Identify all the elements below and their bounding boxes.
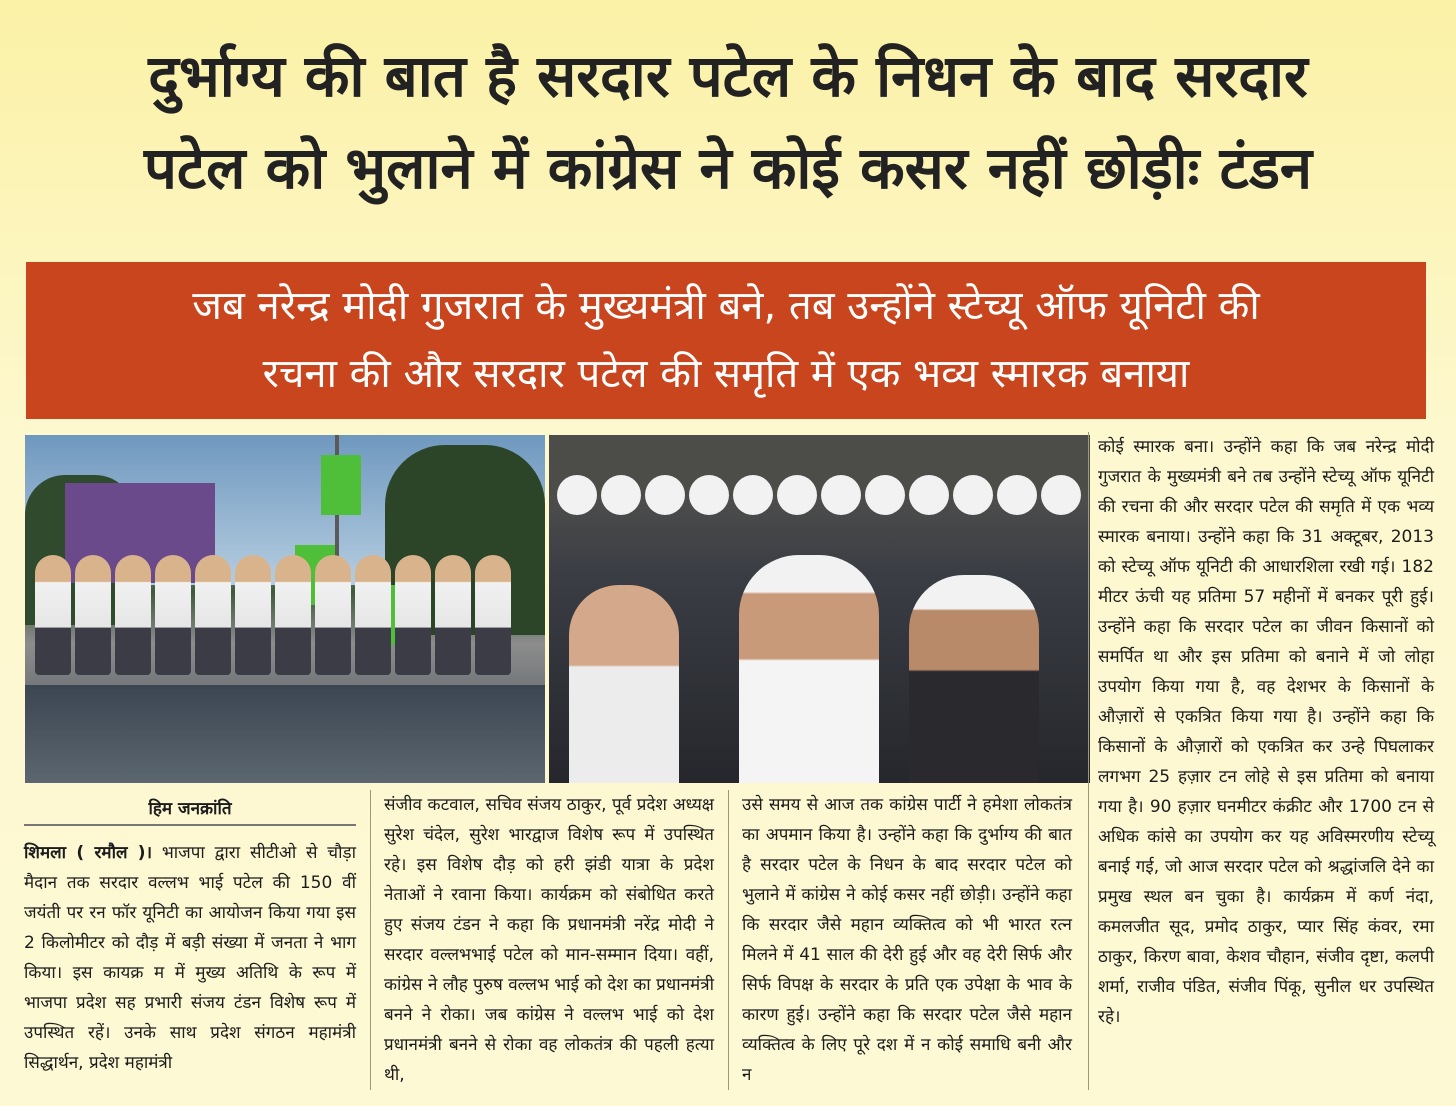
headline [20, 30, 1436, 214]
byline: हिम जनक्रांति [148, 799, 232, 819]
person-seated-3 [909, 575, 1039, 783]
crowd-row [35, 555, 511, 675]
headline-line-2: पटेल को भुलाने में कांग्रेस ने कोई कसर नहीं छोड़ीः टंडन [143, 134, 1313, 202]
subheadline-banner [26, 262, 1426, 419]
person-seated-2 [739, 555, 879, 783]
subheadline-line-1: जब नरेन्द्र मोदी गुजरात के मुख्यमंत्री बने, तब उन्होंने स्टेच्यू ऑफ यूनिटी की [192, 283, 1260, 329]
column-divider [1088, 432, 1089, 1090]
article-column-1 [24, 838, 356, 1078]
article-text-4: कोई स्मारक बना। उन्होंने कहा कि जब नरेन्द्र मोदी गुजरात के मुख्यमंत्री बने तब उन्होंने स्टेच्यू ऑफ यूनिटी की रचना की और सरदार पटेल की समृति में एक भव्य स्मारक बनाया। उन्होंने कहा कि 31 अक्टूबर, 2013 को स्टेच्यू ऑफ यूनिटी की आधारशिला रखी गई। 182 मीटर ऊंची यह प्रतिमा 57 महीनों में बनकर पूरी हुई। उन्होंने कहा कि सरदार पटेल का जीवन किसानों को समर्पित था और इस प्रतिमा को बनाने में जो लोहा उपयोग किया गया है, वह देशभर के किसानों के औज़ारों से एकत्रित किया गया है। उन्होंने कहा कि किसानों के औज़ारों को एकत्रित कर उन्हे पिघलाकर लगभग 25 हज़ार टन लोहे से इस प्रतिमा को बनाया गया है। 90 हज़ार घनमीटर कंक्रीट और 1700 टन से अधिक कांसे का उपयोग कर यह अविस्मरणीय स्टेच्यू बनाई गई, जो आज सरदार पटेल को श्रद्धांजलि देने का प्रमुख स्थल बन चुका है। कार्यक्रम में कर्ण नंदा, कमलजीत सूद, प्रमोद ठाकुर, प्यार सिंह कंवर, रमा ठाकुर, किरण बावा, केशव चौहान, संजीव दृष्टा, कलपी शर्मा, राजीव पंडित, संजीव पिंकू, सुनील धर उपस्थित रहे। [1098, 437, 1434, 1027]
crowd-back-row [557, 475, 1081, 515]
rally-photo-seated [549, 435, 1090, 783]
headline-line-1: दुर्भाग्य की बात है सरदार पटेल के निधन के बाद सरदार [148, 42, 1308, 110]
flag [321, 455, 361, 515]
subheadline-line-2: रचना की और सरदार पटेल की समृति में एक भव्य स्मारक बनाया [262, 351, 1190, 397]
rally-photo-flags [25, 435, 545, 783]
article-column-4 [1098, 432, 1434, 1032]
person-seated-1 [569, 585, 679, 783]
article-text-3: उसे समय से आज तक कांग्रेस पार्टी ने हमेशा लोकतंत्र का अपमान किया है। उन्होंने कहा कि दुर्भाग्य की बात है सरदार पटेल के निधन के बाद सरदार पटेल को भुलाने में कांग्रेस ने कोई कसर नहीं छोड़ी। उन्होंने कहा कि सरदार जैसे महान व्यक्तित्व को भी भारत रत्न मिलने में 41 साल की देरी हुई और वह देरी सिर्फ और सिर्फ विपक्ष के सरदार के प्रति एक उपेक्षा के भाव के कारण हुई। उन्होंने कहा कि सरदार पटेल जैसे महान व्यक्तित्व के लिए पूरे दश में न कोई समाधि बनी और न [742, 795, 1072, 1085]
column-divider [370, 790, 371, 1090]
byline-rule [24, 824, 356, 826]
column-divider [728, 790, 729, 1090]
article-column-2 [384, 790, 714, 1090]
article-text-1: भाजपा द्वारा सीटीओ से चौड़ा मैदान तक सरदार वल्लभ भाई पटेल की 150 वीं जयंती पर रन फॉर यूनिटी का आयोजन किया गया इस 2 किलोमीटर को दौड़ में बड़ी संख्या में जनता ने भाग किया। इस कायक्र म में मुख्य अतिथि के रूप में भाजपा प्रदेश सह प्रभारी संजय टंडन विशेष रूप में उपस्थित रहें। उनके साथ प्रदेश संगठन महामंत्री सिद्धार्थन, प्रदेश महामंत्री [24, 843, 356, 1073]
road [25, 685, 545, 783]
article-column-3 [742, 790, 1072, 1090]
article-text-2: संजीव कटवाल, सचिव संजय ठाकुर, पूर्व प्रदेश अध्यक्ष सुरेश चंदेल, सुरेश भारद्वाज विशेष रूप में उपस्थित रहे। इस विशेष दौड़ को हरी झंडी यात्रा के प्रदेश नेताओं ने रवाना किया। कार्यक्रम को संबोधित करते हुए संजय टंडन ने कहा कि प्रधानमंत्री नरेंद्र मोदी ने सरदार वल्लभभाई पटेल को मान-सम्मान दिया। वहीं, कांग्रेस ने लौह पुरुष वल्लभ भाई को देश का प्रधानमंत्री बनने ने रोका। जब कांग्रेस ने वल्लभ भाई को देश प्रधानमंत्री बनने से रोका वह लोकतंत्र की पहली हत्या थी, [384, 795, 714, 1085]
dateline: शिमला ( रमौल )। [24, 843, 153, 863]
